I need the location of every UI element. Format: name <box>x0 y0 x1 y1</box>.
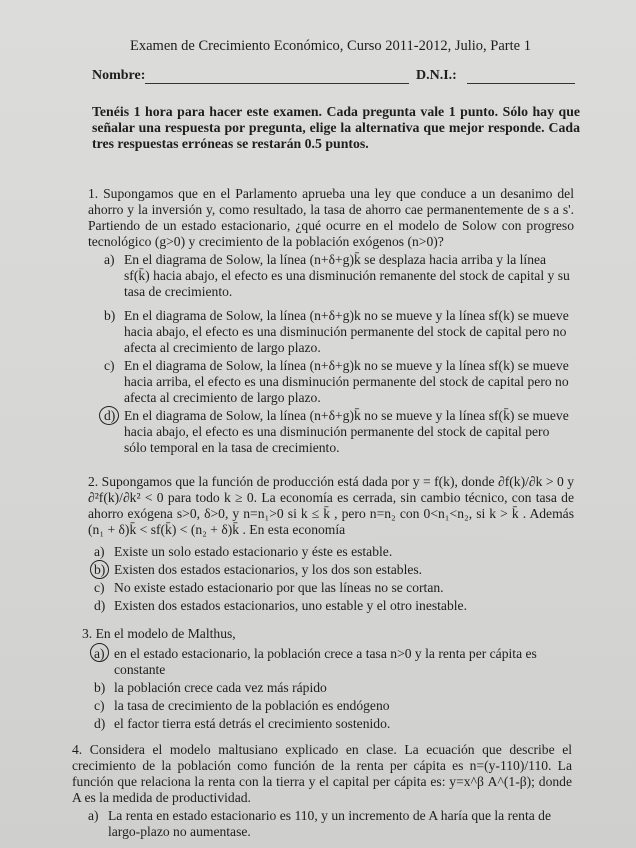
question-3 <box>82 626 572 642</box>
answer-mark-q1-d <box>99 406 119 425</box>
option-label: b) <box>104 308 116 323</box>
answer-mark-q2-b <box>90 560 109 579</box>
dni-label: D.N.I.: <box>416 68 457 83</box>
answer-mark-q3-a <box>90 643 109 662</box>
question-stem: En el modelo de Malthus, <box>95 626 236 641</box>
question-number: 3. <box>82 626 93 641</box>
instructions: Tenéis 1 hora para hacer este examen. Cada pregunta vale 1 punto. Sólo hay que señalar una respuesta por pregunta, elige la alternativa que mejor responde. Cada tres respuestas erróneas se restarán 0.5 puntos. <box>92 104 580 151</box>
option-text: No existe estado estacionario por que las líneas no se cortan. <box>114 580 444 595</box>
option-label: b) <box>94 562 106 577</box>
question-4 <box>72 742 572 806</box>
question-number: 4. <box>72 742 83 757</box>
question-1 <box>88 186 574 250</box>
option-text: Existe un solo estado estacionario y éste es estable. <box>114 544 393 559</box>
option-label: a) <box>94 646 105 661</box>
option-text: En el diagrama de Solow, la línea (n+δ+g)k̄ se desplaza hacia arriba y la línea sf(k̄) hacia abajo, el efecto es una disminución remanente del stock de capital y su tasa de crecimiento. <box>124 252 570 299</box>
option-label: c) <box>104 358 115 373</box>
name-field[interactable] <box>92 68 409 84</box>
question-stem: Considera el modelo maltusiano explicado en clase. La ecuación que describe el crecimiento de la población como función de la renta per cápita es n=(y-110)/110. La función que relaciona la renta con la tierra y el capital per cápita es: y=x^β A^(1-β); donde A es la medida de productividad. <box>72 742 572 805</box>
option-label: b) <box>94 680 106 695</box>
option-label: c) <box>94 698 105 713</box>
name-blank-line[interactable] <box>145 70 409 84</box>
question-stem: Supongamos que en el Parlamento aprueba una ley que conduce a un desanimo del ahorro y la inversión y, como resultado, la tasa de ahorro cae permanentemente de s a s'. Partiendo de un estado estacionario, ¿qué ocurre en el modelo de Solow con progreso tecnológico (g>0) y crecimiento de la población exógenos (n>0)? <box>88 186 574 249</box>
exam-title: Examen de Crecimiento Económico, Curso 2011-2012, Julio, Parte 1 <box>130 38 531 54</box>
option-label: d) <box>94 598 106 613</box>
option-text: En el diagrama de Solow, la línea (n+δ+g)k̄ no se mueve y la línea sf(k̄) se mueve hacia abajo, el efecto es una disminución permanente del stock de capital pero sólo temporal en la tasa de crecimiento. <box>124 408 569 455</box>
option-text: Existen dos estados estacionarios, y los dos son estables. <box>114 562 423 577</box>
option-text: el factor tierra está detrás el crecimiento sostenido. <box>114 716 391 731</box>
question-number: 2. <box>88 474 99 489</box>
option-label: a) <box>88 808 99 823</box>
dni-blank-line[interactable] <box>467 70 575 84</box>
question-stem: Supongamos que la función de producción está dada por y = f(k), donde ∂f(k)/∂k > 0 y ∂²f(k)/∂k² < 0 para todo k ≥ 0. La economía es cerrada, sin cambio técnico, con tasa de ahorro exógena s>0, δ>0, y n=n₁>0 si k ≤ k̄ , pero n=n₂ con 0<n₁<n₂, si k > k̄ . Además (n₁ + δ)k̄ < sf(k̄) < (n₂ + δ)k̄ . En esta economía <box>88 474 574 537</box>
question-number: 1. <box>88 186 99 201</box>
option-text: En el diagrama de Solow, la línea (n+δ+g)k no se mueve y la línea sf(k) se mueve hacia abajo, el efecto es una disminución permanente del stock de capital pero no afecta al crecimiento de largo plazo. <box>124 308 569 355</box>
option-text: La renta en estado estacionario es 110, y un incremento de A haría que la renta de largo-plazo no aumentase. <box>108 808 552 839</box>
option-text: en el estado estacionario, la población crece a tasa n>0 y la renta per cápita es constante <box>114 646 537 677</box>
dni-field[interactable] <box>416 68 575 84</box>
option-label: a) <box>94 544 105 559</box>
option-label: d) <box>94 716 106 731</box>
option-text: Existen dos estados estacionarios, uno estable y el otro inestable. <box>114 598 467 613</box>
option-text: la tasa de crecimiento de la población es endógeno <box>114 698 390 713</box>
option-label: a) <box>104 252 115 267</box>
option-label: c) <box>94 580 105 595</box>
name-label: Nombre: <box>92 68 146 83</box>
question-2 <box>88 474 574 538</box>
option-label: d) <box>104 408 116 423</box>
option-text: la población crece cada vez más rápido <box>114 680 327 695</box>
option-text: En el diagrama de Solow, la línea (n+δ+g)k no se mueve y la línea sf(k) se mueve hacia arriba, el efecto es una disminución permanente del stock de capital pero no afecta al crecimiento de largo plazo. <box>124 358 569 405</box>
